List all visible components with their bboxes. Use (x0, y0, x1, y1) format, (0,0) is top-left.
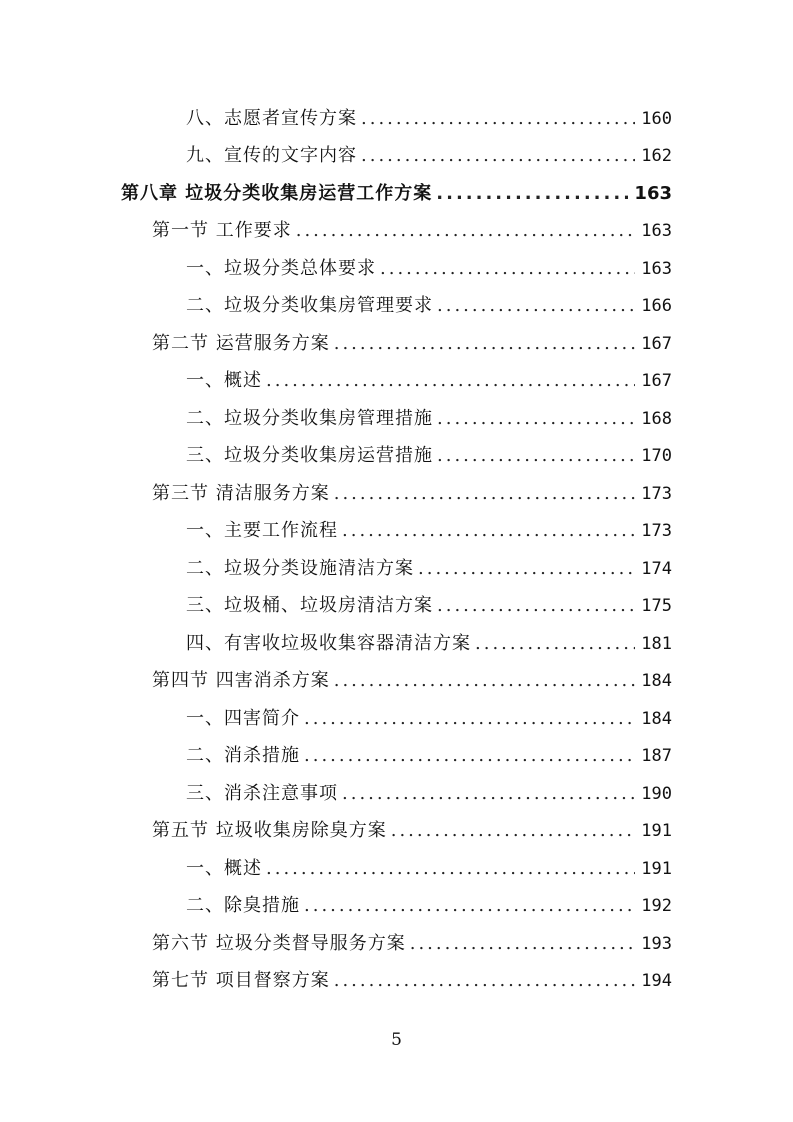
toc-entry-label: 第三节 清洁服务方案 (152, 483, 330, 504)
toc-entry-label: 第七节 项目督察方案 (152, 970, 330, 991)
toc-entry-page: 163 (634, 183, 672, 204)
toc-leader-dots (391, 812, 636, 849)
toc-entry-label: 一、主要工作流程 (186, 520, 338, 541)
page-number: 5 (391, 1030, 402, 1050)
toc-entry-page: 194 (641, 971, 672, 991)
toc-entry-page: 190 (641, 784, 672, 804)
toc-entry[interactable] (186, 137, 672, 174)
toc-entry-label: 第八章 垃圾分类收集房运营工作方案 (121, 183, 433, 204)
toc-entry-page: 192 (641, 896, 672, 916)
toc-entry-page: 184 (641, 671, 672, 691)
toc-section-entry[interactable] (152, 925, 672, 962)
toc-leader-dots (304, 737, 635, 774)
toc-entry[interactable] (186, 775, 672, 812)
toc-entry-label: 一、四害简介 (186, 708, 300, 729)
toc-entry-page: 160 (641, 109, 672, 129)
toc-leader-dots (342, 512, 635, 549)
toc-section-entry[interactable] (152, 325, 672, 362)
toc-leader-dots (334, 662, 636, 699)
toc-entry-label: 第五节 垃圾收集房除臭方案 (152, 820, 387, 841)
toc-entry-label: 第六节 垃圾分类督导服务方案 (152, 933, 406, 954)
toc-leader-dots (380, 250, 635, 287)
toc-entry-page: 174 (641, 559, 672, 579)
toc-section-entry[interactable] (152, 475, 672, 512)
toc-entry-page: 173 (641, 484, 672, 504)
toc-entry-label: 第四节 四害消杀方案 (152, 670, 330, 691)
toc-leader-dots (475, 625, 635, 662)
toc-entry-label: 第二节 运营服务方案 (152, 333, 330, 354)
toc-entry-page: 167 (641, 334, 672, 354)
toc-entry-label: 一、概述 (186, 858, 262, 879)
toc-leader-dots (296, 212, 636, 249)
toc-entry-page: 163 (641, 259, 672, 279)
toc-entry[interactable] (186, 287, 672, 324)
toc-entry-label: 一、概述 (186, 370, 262, 391)
toc-entry-label: 三、垃圾分类收集房运营措施 (186, 445, 433, 466)
toc-entry[interactable] (186, 850, 672, 887)
toc-entry-page: 163 (641, 221, 672, 241)
toc-entry[interactable] (186, 587, 672, 624)
toc-entry[interactable] (186, 737, 672, 774)
toc-entry-label: 第一节 工作要求 (152, 220, 292, 241)
toc-leader-dots (437, 437, 635, 474)
toc-leader-dots (410, 925, 636, 962)
toc-chapter-entry[interactable] (121, 175, 672, 212)
toc-entry-label: 八、志愿者宣传方案 (186, 108, 357, 129)
toc-entry-page: 167 (641, 371, 672, 391)
toc-section-entry[interactable] (152, 662, 672, 699)
toc-entry-label: 三、消杀注意事项 (186, 783, 338, 804)
toc-leader-dots (437, 587, 635, 624)
toc-entry-page: 191 (641, 859, 672, 879)
toc-entry[interactable] (186, 625, 672, 662)
toc-section-entry[interactable] (152, 962, 672, 999)
toc-leader-dots (304, 700, 635, 737)
toc-leader-dots (361, 100, 635, 137)
toc-entry-label: 二、消杀措施 (186, 745, 300, 766)
toc-entry-page: 175 (641, 596, 672, 616)
toc-entry-page: 166 (641, 296, 672, 316)
toc-entry[interactable] (186, 400, 672, 437)
toc-entry-label: 二、垃圾分类设施清洁方案 (186, 558, 414, 579)
toc-entry[interactable] (186, 437, 672, 474)
toc-leader-dots (437, 287, 635, 324)
toc-entry[interactable] (186, 250, 672, 287)
toc-leader-dots (334, 475, 636, 512)
toc-leader-dots (361, 137, 635, 174)
toc-leader-dots (418, 550, 635, 587)
toc-leader-dots (437, 400, 635, 437)
toc-entry[interactable] (186, 512, 672, 549)
toc-entry-label: 九、宣传的文字内容 (186, 145, 357, 166)
toc-leader-dots (436, 175, 628, 212)
toc-leader-dots (334, 325, 636, 362)
toc-entry-page: 173 (641, 521, 672, 541)
toc-entry-label: 四、有害收垃圾收集容器清洁方案 (186, 633, 471, 654)
toc-entry[interactable] (186, 700, 672, 737)
toc-entry-page: 191 (641, 821, 672, 841)
toc-section-entry[interactable] (152, 812, 672, 849)
toc-entry-page: 181 (641, 634, 672, 654)
toc-entry-label: 三、垃圾桶、垃圾房清洁方案 (186, 595, 433, 616)
toc-entry-label: 二、垃圾分类收集房管理要求 (186, 295, 433, 316)
toc-leader-dots (342, 775, 635, 812)
toc-section-entry[interactable] (152, 212, 672, 249)
toc-entry-label: 一、垃圾分类总体要求 (186, 258, 376, 279)
toc-entry-page: 193 (641, 934, 672, 954)
toc-entry-label: 二、垃圾分类收集房管理措施 (186, 408, 433, 429)
toc-entry-page: 184 (641, 709, 672, 729)
toc-leader-dots (266, 850, 635, 887)
toc-entry[interactable] (186, 100, 672, 137)
toc-entry-page: 162 (641, 146, 672, 166)
toc-leader-dots (266, 362, 635, 399)
toc-leader-dots (304, 887, 635, 924)
toc-leader-dots (334, 962, 636, 999)
toc-entry[interactable] (186, 887, 672, 924)
toc-entry-page: 187 (641, 746, 672, 766)
toc-entry[interactable] (186, 362, 672, 399)
toc-entry-page: 170 (641, 446, 672, 466)
toc-entry-page: 168 (641, 409, 672, 429)
toc-entry[interactable] (186, 550, 672, 587)
toc-entry-label: 二、除臭措施 (186, 895, 300, 916)
